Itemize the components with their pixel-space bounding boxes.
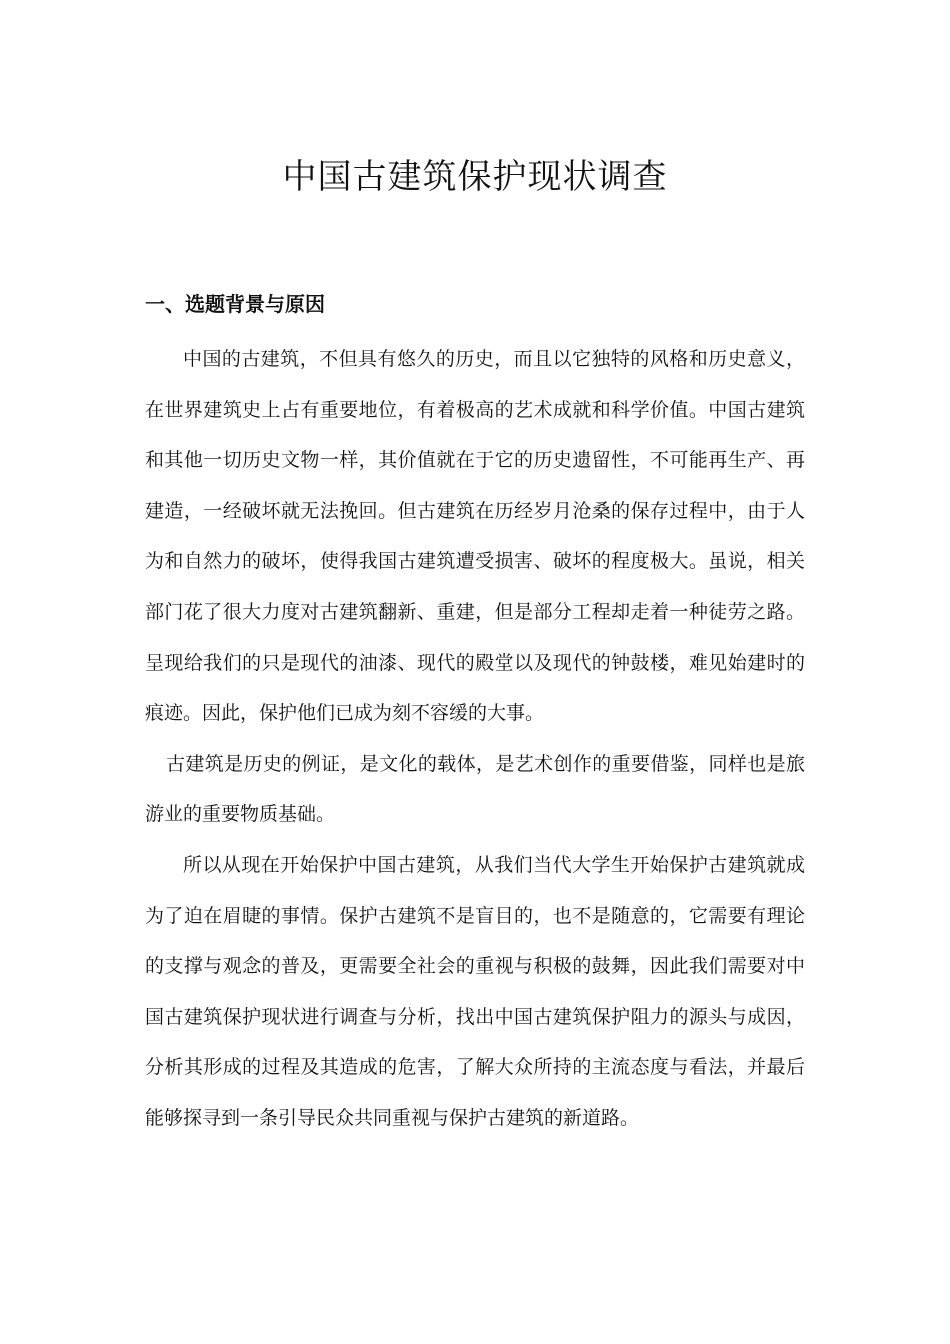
paragraph-background: 中国的古建筑，不但具有悠久的历史，而且以它独特的风格和历史意义，在世界建筑史上占有重要地位，有着极高的艺术成就和科学价值。中国古建筑和其他一切历史文物一样，其价值就在于它的历史遗留性，不可能再生产、再建造，一经破坏就无法挽回。但古建筑在历经岁月沧桑的保存过程中，由于人为和自然力的破坏，使得我国古建筑遭受损害、破坏的程度极大。虽说，相关部门花了很大力度对古建筑翻新、重建，但是部分工程却走着一种徒劳之路。呈现给我们的只是现代的油漆、现代的殿堂以及现代的钟鼓楼，难见始建时的痕迹。因此，保护他们已成为刻不容缓的大事。 <box>145 348 805 725</box>
document-title: 中国古建筑保护现状调查 <box>282 157 668 197</box>
paragraph-significance: 古建筑是历史的例证，是文化的载体，是艺术创作的重要借鉴，同样也是旅游业的重要物质基础。 <box>145 752 805 826</box>
section-body <box>145 334 805 1144</box>
paragraph-purpose: 所以从现在开始保护中国古建筑，从我们当代大学生开始保护古建筑就成为了迫在眉睫的事情。保护古建筑不是盲目的，也不是随意的，它需要有理论的支撑与观念的普及，更需要全社会的重视与积极的鼓舞，因此我们需要对中国古建筑保护现状进行调查与分析，找出中国古建筑保护阻力的源头与成因，分析其形成的过程及其造成的危害，了解大众所持的主流态度与看法，并最后能够探寻到一条引导民众共同重视与保护古建筑的新道路。 <box>145 853 805 1129</box>
section-heading: 一、选题背景与原因 <box>145 292 325 316</box>
